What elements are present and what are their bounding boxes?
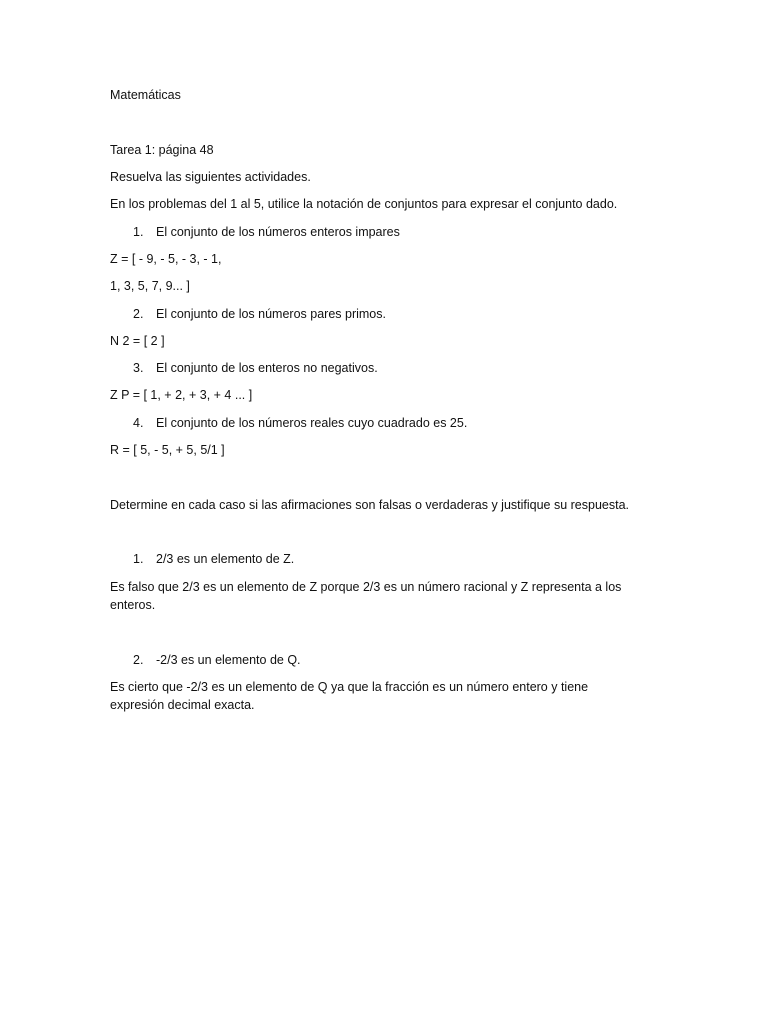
subject-heading: Matemáticas <box>110 88 181 102</box>
task-title: Tarea 1: página 48 <box>110 143 214 157</box>
problem-number: 3. <box>133 361 144 375</box>
problem-number: 1. <box>133 225 144 239</box>
truth-answer-1: Es falso que 2/3 es un elemento de Z porque 2/3 es un número racional y Z representa a los enteros. <box>110 580 622 612</box>
set-problem-3 <box>133 359 378 377</box>
problem-intro: En los problemas del 1 al 5, utilice la notación de conjuntos para expresar el conjunto dado. <box>110 197 618 211</box>
problem-number: 2. <box>133 307 144 321</box>
set-answer-3: Z P = [ 1, + 2, + 3, + 4 ... ] <box>110 388 253 402</box>
problem-number: 4. <box>133 416 144 430</box>
set-problem-1 <box>133 223 400 241</box>
problem-number: 1. <box>133 552 144 566</box>
problem-text: El conjunto de los enteros no negativos. <box>156 361 378 375</box>
truth-problem-1 <box>133 550 294 568</box>
problem-text: El conjunto de los números pares primos. <box>156 307 386 321</box>
set-problem-4 <box>133 414 467 432</box>
set-answer-1-line-2: 1, 3, 5, 7, 9... ] <box>110 279 190 293</box>
problem-text: -2/3 es un elemento de Q. <box>156 653 301 667</box>
truth-problem-2 <box>133 651 301 669</box>
set-problem-2 <box>133 305 386 323</box>
instruction-text: Resuelva las siguientes actividades. <box>110 170 311 184</box>
truth-intro: Determine en cada caso si las afirmaciones son falsas o verdaderas y justifique su respuesta. <box>110 498 630 512</box>
problem-text: El conjunto de los números enteros impares <box>156 225 400 239</box>
set-answer-2: N 2 = [ 2 ] <box>110 334 165 348</box>
set-answer-4: R = [ 5, - 5, + 5, 5/1 ] <box>110 443 225 457</box>
problem-text: El conjunto de los números reales cuyo cuadrado es 25. <box>156 416 468 430</box>
truth-answer-2: Es cierto que -2/3 es un elemento de Q ya que la fracción es un número entero y tiene expresión decimal exacta. <box>110 680 589 712</box>
problem-number: 2. <box>133 653 144 667</box>
problem-text: 2/3 es un elemento de Z. <box>156 552 295 566</box>
set-answer-1-line-1: Z = [ - 9, - 5, - 3, - 1, <box>110 252 222 266</box>
